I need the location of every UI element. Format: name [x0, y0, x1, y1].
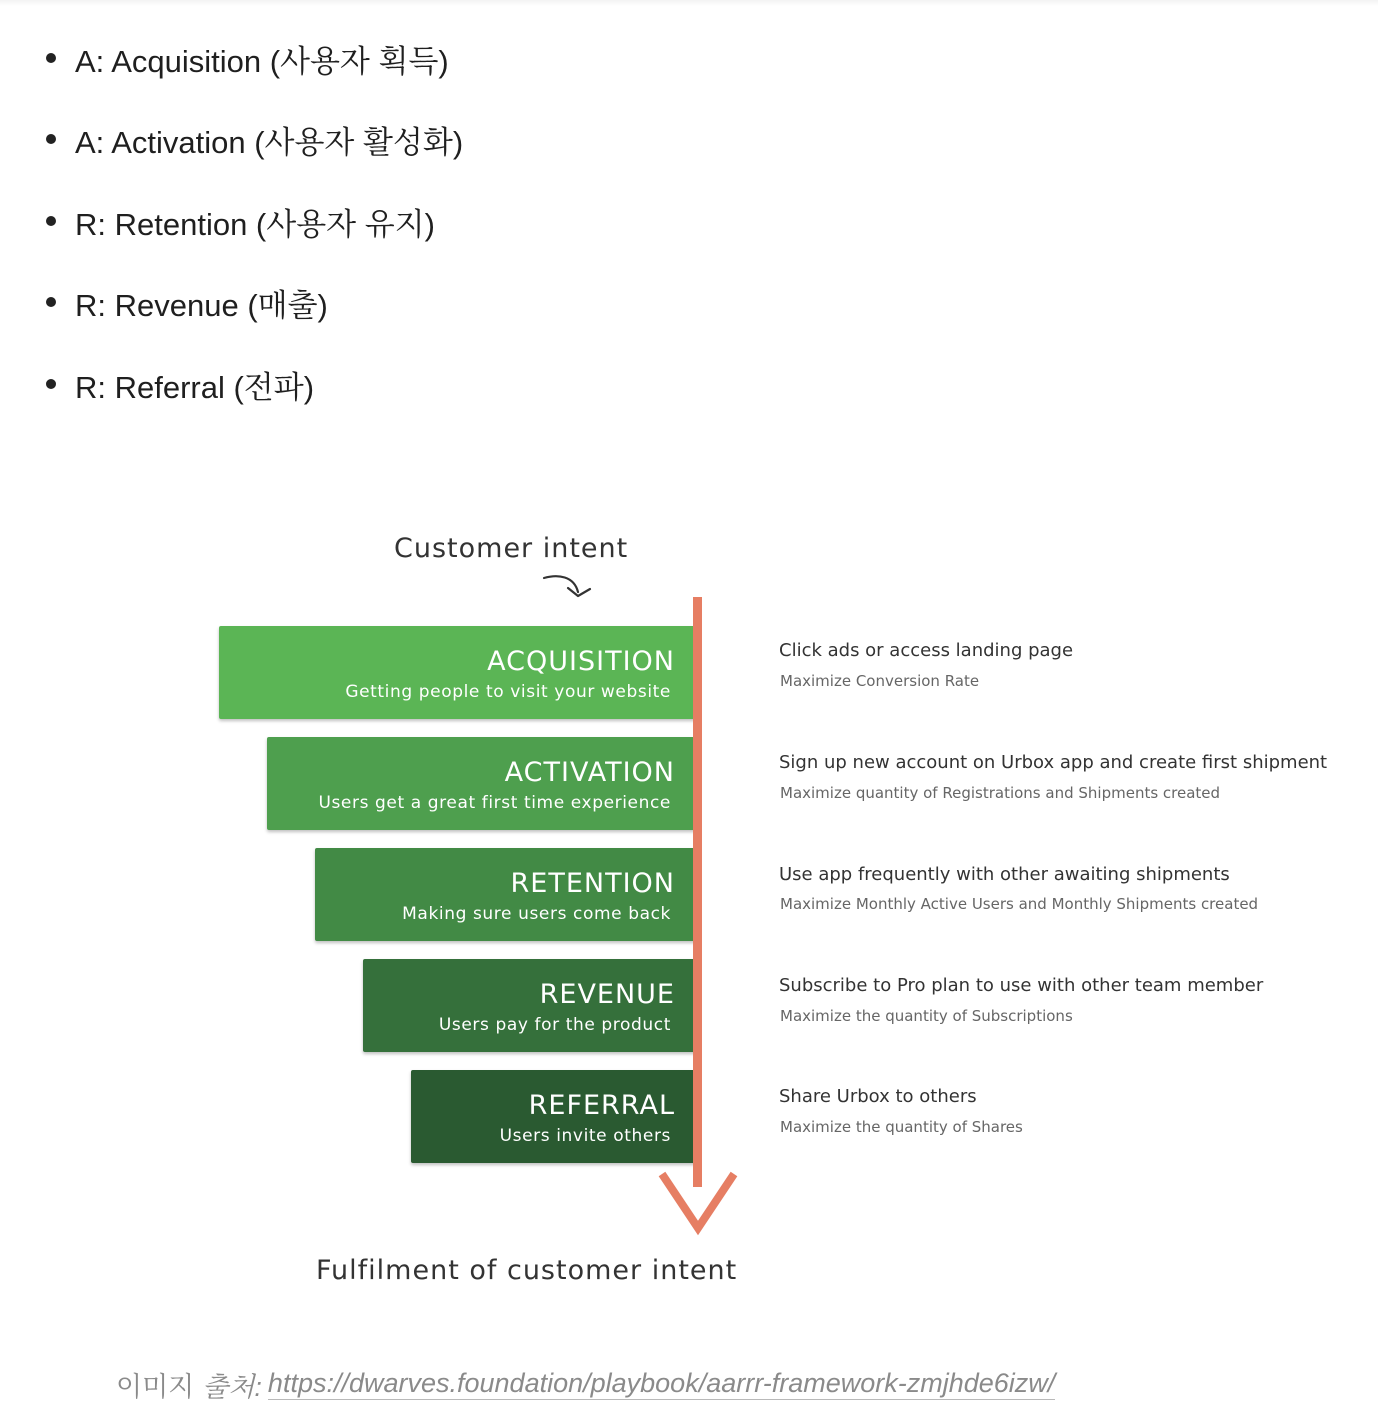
stage-description: Users invite others: [499, 1126, 671, 1146]
caption-prefix: 이미지: [116, 1371, 195, 1402]
stage-description: Getting people to visit your website: [345, 682, 671, 702]
stage-name: REVENUE: [539, 979, 675, 1010]
fulfilment-axis-line: [693, 597, 702, 1187]
stage-action-activation: Sign up new account on Urbox app and create first shipment: [779, 752, 1328, 773]
bullet-text: A: Acquisition (사용자 획득): [75, 43, 449, 79]
bullet-acquisition: [46, 38, 449, 78]
aarrr-funnel-diagram: [0, 500, 1378, 1320]
bullet-dot: [46, 53, 56, 63]
stage-action-referral: Share Urbox to others: [779, 1086, 977, 1107]
curved-arrow-icon: [540, 572, 596, 602]
bullet-text: R: Referral (전파): [75, 369, 315, 405]
down-arrow-icon: [654, 1168, 742, 1238]
top-shadow: [0, 0, 1378, 6]
stage-metric-revenue: Maximize the quantity of Subscriptions: [780, 1007, 1073, 1025]
stage-retention: [315, 848, 697, 941]
stage-name: ACTIVATION: [504, 757, 675, 788]
stage-name: REFERRAL: [528, 1090, 675, 1121]
stage-action-revenue: Subscribe to Pro plan to use with other team member: [779, 975, 1264, 996]
caption-source-label: 출처:: [202, 1371, 262, 1402]
stage-action-retention: Use app frequently with other awaiting shipments: [779, 864, 1230, 885]
bullet-text: R: Revenue (매출): [75, 287, 328, 323]
stage-acquisition: [219, 626, 697, 719]
stage-name: ACQUISITION: [487, 646, 675, 677]
bullet-dot: [46, 134, 56, 144]
customer-intent-label: Customer intent: [394, 533, 629, 564]
bullet-text: R: Retention (사용자 유지): [75, 206, 435, 242]
image-caption: [116, 1366, 1055, 1402]
stage-description: Users get a great first time experience: [318, 793, 671, 813]
bullet-retention: [46, 201, 435, 241]
stage-metric-retention: Maximize Monthly Active Users and Monthly Shipments created: [780, 895, 1259, 913]
bullet-dot: [46, 216, 56, 226]
bullet-referral: [46, 364, 314, 404]
stage-description: Users pay for the product: [438, 1015, 671, 1035]
stage-activation: [267, 737, 697, 830]
stage-metric-referral: Maximize the quantity of Shares: [780, 1118, 1023, 1136]
stage-revenue: [363, 959, 697, 1052]
stage-referral: [411, 1070, 697, 1163]
stage-name: RETENTION: [510, 868, 675, 899]
bullet-revenue: [46, 282, 328, 322]
fulfilment-label: Fulfilment of customer intent: [316, 1255, 738, 1286]
stage-action-acquisition: Click ads or access landing page: [779, 640, 1074, 661]
source-link[interactable]: https://dwarves.foundation/playbook/aarrr-framework-zmjhde6izw/: [267, 1368, 1056, 1398]
stage-metric-activation: Maximize quantity of Registrations and Shipments created: [780, 784, 1221, 802]
bullet-dot: [46, 379, 56, 389]
stage-metric-acquisition: Maximize Conversion Rate: [780, 672, 980, 690]
bullet-dot: [46, 297, 56, 307]
bullet-text: A: Activation (사용자 활성화): [75, 124, 464, 160]
bullet-activation: [46, 119, 463, 159]
stage-description: Making sure users come back: [402, 904, 671, 924]
